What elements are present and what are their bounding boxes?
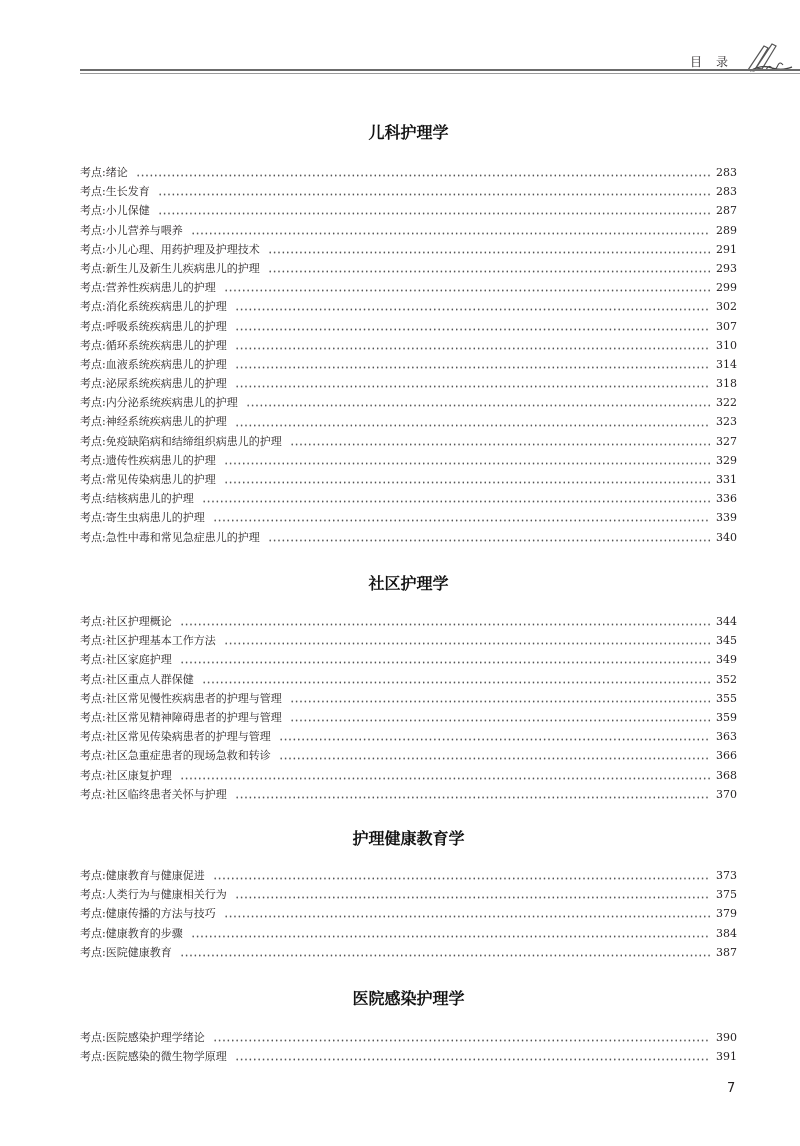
toc-entry-text: 考点:小儿营养与喂养: [80, 223, 183, 237]
dot-leader: [235, 366, 710, 369]
toc-page-number: 307: [716, 319, 737, 333]
toc-entry[interactable]: [80, 671, 737, 690]
toc-page-number: 373: [716, 869, 737, 882]
toc-entry[interactable]: [80, 944, 737, 963]
toc-entry[interactable]: [80, 318, 737, 337]
toc-page-number: 340: [716, 530, 737, 544]
toc-entry[interactable]: [80, 886, 737, 905]
toc-page-number: 370: [716, 787, 737, 801]
toc-page-number: 302: [716, 300, 737, 314]
toc-page-number: 323: [716, 415, 737, 429]
toc-entry-text: 考点:血液系统疾病患儿的护理: [80, 357, 227, 371]
dot-leader: [213, 519, 710, 522]
toc-page-number: 339: [716, 511, 737, 525]
dot-leader: [235, 328, 710, 331]
toc-entry-text: 考点:社区护理概论: [80, 615, 172, 628]
toc-page-number: 387: [716, 945, 737, 959]
dot-leader: [202, 681, 710, 684]
toc-entry[interactable]: [80, 279, 737, 298]
section-title: 护理健康教育学: [352, 829, 465, 848]
dot-leader: [290, 443, 710, 446]
header-rule-thick: [80, 69, 800, 71]
dot-leader: [202, 500, 710, 503]
toc-entry[interactable]: [80, 298, 737, 317]
dot-leader: [268, 539, 710, 542]
toc-entry[interactable]: [80, 183, 737, 202]
dot-leader: [235, 896, 710, 899]
toc-entry-text: 考点:健康教育的步骤: [80, 926, 183, 940]
toc-page-number: 331: [716, 473, 737, 486]
toc-list: [80, 867, 737, 963]
dot-leader: [224, 915, 710, 918]
toc-entry-text: 考点:急性中毒和常见急症患儿的护理: [80, 530, 260, 544]
toc-section-pediatric-nursing: [80, 120, 737, 548]
dot-leader: [235, 796, 710, 799]
toc-entry-text: 考点:社区常见传染病患者的护理与管理: [80, 730, 271, 744]
toc-page-number: 293: [716, 261, 737, 275]
dot-leader: [213, 877, 710, 880]
toc-entry-text: 考点:社区护理基本工作方法: [80, 634, 216, 648]
toc-entry-text: 考点:医院健康教育: [80, 945, 172, 959]
toc-page-number: 310: [716, 338, 737, 352]
toc-entry[interactable]: [80, 241, 737, 260]
dot-leader: [180, 661, 710, 664]
toc-page-number: 283: [716, 185, 737, 199]
toc-entry-text: 考点:免疫缺陷病和结缔组织病患儿的护理: [80, 434, 282, 448]
toc-entry-text: 考点:医院感染护理学绪论: [80, 1031, 205, 1044]
dot-leader: [279, 757, 710, 760]
toc-entry[interactable]: [80, 164, 737, 183]
toc-entry[interactable]: [80, 222, 737, 241]
toc-entry[interactable]: [80, 767, 737, 786]
toc-entry-text: 考点:小儿保健: [80, 204, 150, 218]
toc-entry-text: 考点:常见传染病患儿的护理: [80, 473, 216, 486]
dot-leader: [235, 1058, 710, 1061]
dot-leader: [235, 424, 710, 427]
toc-entry-text: 考点:营养性疾病患儿的护理: [80, 281, 216, 295]
toc-entry-text: 考点:社区康复护理: [80, 768, 172, 782]
toc-entry[interactable]: [80, 1029, 737, 1048]
toc-entry[interactable]: [80, 490, 737, 509]
toc-entry[interactable]: [80, 867, 737, 886]
toc-entry[interactable]: [80, 260, 737, 279]
dot-leader: [235, 385, 710, 388]
toc-page-number: 359: [716, 710, 737, 724]
toc-page-number: 379: [716, 907, 737, 921]
toc-page-number: 283: [716, 166, 737, 179]
section-title: 医院感染护理学: [352, 989, 465, 1008]
toc-entry-text: 考点:社区家庭护理: [80, 653, 172, 667]
toc-entry[interactable]: [80, 1048, 737, 1067]
dot-leader: [180, 777, 710, 780]
dot-leader: [224, 289, 710, 292]
page-number: 7: [727, 1081, 736, 1096]
dot-leader: [191, 935, 710, 938]
toc-entry[interactable]: [80, 337, 737, 356]
toc-entry-text: 考点:新生儿及新生儿疾病患儿的护理: [80, 261, 260, 275]
toc-entry-text: 考点:社区重点人群保健: [80, 672, 194, 686]
dot-leader: [191, 232, 710, 235]
toc-entry-text: 考点:小儿心理、用药护理及护理技术: [80, 242, 260, 256]
header-rule-thin: [80, 73, 800, 74]
toc-entry[interactable]: [80, 375, 737, 394]
toc-page-number: 287: [716, 204, 737, 218]
running-header-label: 目 录: [690, 55, 730, 69]
toc-list: [80, 1029, 737, 1067]
dot-leader: [224, 481, 710, 484]
toc-page-number: 344: [716, 615, 737, 628]
dot-leader: [180, 954, 710, 957]
toc-entry-text: 考点:泌尿系统疾病患儿的护理: [80, 377, 227, 391]
dot-leader: [158, 212, 710, 215]
dot-leader: [235, 308, 710, 311]
dot-leader: [268, 270, 710, 273]
toc-entry-text: 考点:人类行为与健康相关行为: [80, 888, 227, 902]
toc-entry[interactable]: [80, 905, 737, 924]
toc-entry-text: 考点:社区临终患者关怀与护理: [80, 787, 227, 801]
toc-entry-text: 考点:生长发育: [80, 185, 150, 199]
toc-section-hospital-infection: [80, 986, 737, 1067]
toc-entry[interactable]: [80, 786, 737, 805]
toc-entry[interactable]: [80, 613, 737, 632]
toc-entry[interactable]: [80, 452, 737, 471]
dot-leader: [224, 642, 710, 645]
toc-list: [80, 164, 737, 548]
toc-entry-text: 考点:社区常见精神障碍患者的护理与管理: [80, 710, 282, 724]
toc-entry-text: 考点:医院感染的微生物学原理: [80, 1050, 227, 1064]
toc-entry[interactable]: [80, 651, 737, 670]
toc-entry-text: 考点:社区常见慢性疾病患者的护理与管理: [80, 691, 282, 705]
toc-entry[interactable]: [80, 747, 737, 766]
toc-entry[interactable]: [80, 394, 737, 413]
toc-entry[interactable]: [80, 529, 737, 548]
dot-leader: [290, 700, 710, 703]
dot-leader: [290, 719, 710, 722]
toc-page-number: 375: [716, 888, 737, 902]
toc-page-number: 327: [716, 434, 737, 448]
toc-page-number: 352: [716, 672, 737, 686]
toc-page-number: 291: [716, 242, 737, 256]
toc-page-number: 318: [716, 377, 737, 391]
toc-section-health-education: [80, 826, 737, 963]
toc-page-number: 349: [716, 653, 737, 667]
dot-leader: [136, 174, 710, 177]
toc-entry-text: 考点:内分泌系统疾病患儿的护理: [80, 396, 238, 410]
toc-entry-text: 考点:遗传性疾病患儿的护理: [80, 453, 216, 467]
toc-entry-text: 考点:健康教育与健康促进: [80, 869, 205, 882]
toc-entry-text: 考点:社区急重症患者的现场急救和转诊: [80, 749, 271, 763]
dot-leader: [246, 404, 710, 407]
toc-list: [80, 613, 737, 805]
toc-page-number: 299: [716, 281, 737, 295]
toc-entry-text: 考点:健康传播的方法与技巧: [80, 907, 216, 921]
toc-entry-text: 考点:消化系统疾病患儿的护理: [80, 300, 227, 314]
toc-entry-text: 考点:绪论: [80, 166, 128, 179]
toc-page-number: 390: [716, 1031, 737, 1044]
toc-page-number: 391: [716, 1050, 737, 1064]
toc-entry[interactable]: [80, 632, 737, 651]
toc-page-number: 363: [716, 730, 737, 744]
toc-page-number: 336: [716, 492, 737, 506]
toc-entry[interactable]: [80, 433, 737, 452]
toc-entry-text: 考点:循环系统疾病患儿的护理: [80, 338, 227, 352]
toc-entry[interactable]: [80, 509, 737, 528]
toc-entry[interactable]: [80, 356, 737, 375]
toc-entry[interactable]: [80, 925, 737, 944]
toc-page-number: 345: [716, 634, 737, 648]
toc-section-community-nursing: [80, 571, 737, 805]
dot-leader: [268, 251, 710, 254]
toc-page-number: 384: [716, 926, 737, 940]
toc-page-number: 322: [716, 396, 737, 410]
toc-page-number: 329: [716, 453, 737, 467]
toc-entry-text: 考点:神经系统疾病患儿的护理: [80, 415, 227, 429]
toc-entry[interactable]: [80, 709, 737, 728]
toc-page-number: 289: [716, 223, 737, 237]
dot-leader: [213, 1039, 710, 1042]
toc-entry[interactable]: [80, 690, 737, 709]
dot-leader: [224, 462, 710, 465]
toc-page-number: 366: [716, 749, 737, 763]
dot-leader: [158, 193, 710, 196]
toc-entry[interactable]: [80, 413, 737, 432]
toc-entry-text: 考点:结核病患儿的护理: [80, 492, 194, 506]
section-title: 社区护理学: [368, 574, 449, 593]
section-title: 儿科护理学: [368, 123, 449, 142]
toc-entry-text: 考点:呼吸系统疾病患儿的护理: [80, 319, 227, 333]
toc-page-number: 314: [716, 357, 737, 371]
toc-entry-text: 考点:寄生虫病患儿的护理: [80, 511, 205, 525]
dot-leader: [235, 347, 710, 350]
dot-leader: [180, 623, 710, 626]
toc-entry[interactable]: [80, 202, 737, 221]
toc-entry[interactable]: [80, 728, 737, 747]
toc-entry[interactable]: [80, 471, 737, 490]
toc-page-number: 368: [716, 768, 737, 782]
dot-leader: [279, 738, 710, 741]
toc-page-number: 355: [716, 691, 737, 705]
